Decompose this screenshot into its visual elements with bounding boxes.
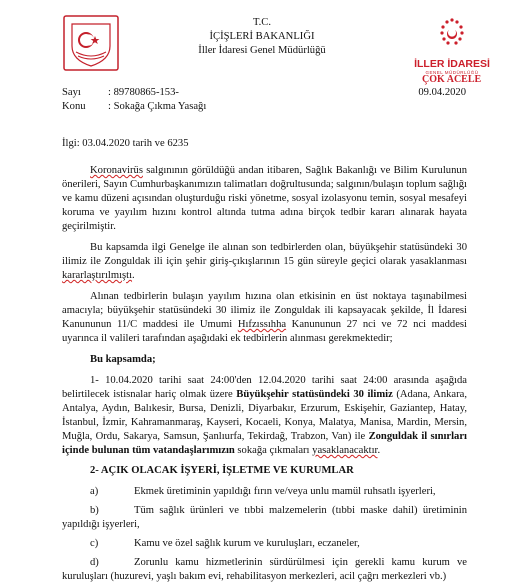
document-date: 09.04.2020 xyxy=(418,87,466,98)
list-item xyxy=(62,556,467,584)
paragraph-3-text-a: Alınan tedbirlerin bulaşın yayılım hızına olan etkisinin en üst noktaya taşınabilmesi amacıyla; büyükşehir statüsündeki 30 ilimiz ile Zonguldak ili kapsayacak şekilde, İl İdaresi Kanununun 11/C maddesi ile Umumi xyxy=(62,291,467,330)
list-item-key: c) xyxy=(90,538,99,549)
paragraph-3 xyxy=(62,290,467,346)
list-item-text: Kamu ve özel sağlık kurum ve kuruluşları, eczaneler, xyxy=(134,538,360,549)
paragraph-2-end: . xyxy=(132,270,135,281)
list-item xyxy=(90,485,467,499)
logo-subtitle: GENEL MÜDÜRLÜĞÜ xyxy=(425,70,479,75)
list-item xyxy=(90,537,467,551)
paragraph-4-end: . xyxy=(377,445,381,456)
sayi-label: Sayı xyxy=(62,87,81,98)
list-item-text: Ekmek üretiminin yapıldığı fırın ve/veya unlu mamül ruhsatlı işyerleri, xyxy=(134,486,436,497)
iller-idaresi-logo xyxy=(413,16,491,74)
list-item-text: Zorunlu kamu hizmetlerinin sürdürülmesi için gerekli kamu kurum ve kuruluşları (huzurevi, yaşlı bakım evi, rehabilitasyon merkezleri, acil çağrı merkezleri vb.) xyxy=(62,557,467,582)
list-item-key: a) xyxy=(90,486,99,497)
header-directorate: İller İdaresi Genel Müdürlüğü xyxy=(198,45,326,56)
paragraph-3-text-b: Kanununun 27 nci ve 72 nci maddesi uyarınca il valileri tarafından aşağıdaki ek tedbirlerin alınması gerekmektedir; xyxy=(62,319,467,344)
scope-heading: Bu kapsamda; xyxy=(90,354,156,365)
list-item xyxy=(62,504,467,532)
paragraph-4-bold-2: Zonguldak il sınırları içinde bulunan tüm vatandaşlarımızın xyxy=(62,431,467,456)
paragraph-4-bold-1: Büyükşehir statüsündeki 30 ilimiz xyxy=(236,389,393,400)
document-body xyxy=(62,164,467,584)
sayi-value: : 89780865-153- xyxy=(108,87,179,98)
paragraph-4-text-a: 1- 10.04.2020 tarihi saat 24:00'den 12.04.2020 tarihi saat 24:00 arasında aşağıda belirtilecek istisnalar hariç olmak üzere xyxy=(62,375,467,400)
list-item-key: b) xyxy=(90,505,99,516)
konu-label: Konu xyxy=(62,101,86,112)
urgency-label: ÇOK ACELE xyxy=(422,74,482,85)
meta-block xyxy=(62,86,466,114)
paragraph-1-keyword: Koronavirüs xyxy=(90,165,143,176)
paragraph-4 xyxy=(62,374,467,458)
paragraph-4-text-d: sokağa çıkmaları xyxy=(234,445,313,456)
ilgi-reference: İlgi: 03.04.2020 tarih ve 6235 xyxy=(62,138,189,149)
paragraph-2-keyword: kararlaştırılmıştı xyxy=(62,270,133,281)
paragraph-4-keyword: yasaklanacaktır xyxy=(312,445,378,456)
list-item-key: d) xyxy=(90,557,99,568)
list-item-d-paragraph xyxy=(62,556,467,584)
ministry-crest xyxy=(62,14,120,72)
logo-name: İLLER İDARESİ xyxy=(414,58,490,70)
paragraph-2-text: Bu kapsamda ilgi Genelge ile alınan son tedbirlerden olan, büyükşehir statüsündeki 30 ilimiz ile Zonguldak ili için şehir giriş-çıkışlarının 15 gün süreyle geçici olarak yasaklanması xyxy=(62,242,467,267)
konu-value: : Sokağa Çıkma Yasağı xyxy=(108,101,207,112)
header-tc: T.C. xyxy=(252,17,272,28)
item-list xyxy=(62,485,467,584)
list-item-text: Tüm sağlık ürünleri ve tıbbi malzemelerin (tıbbi maske dahil) üretiminin yapıldığı işyerleri, xyxy=(62,505,467,530)
paragraph-4-text-c: (Adana, Ankara, Antalya, Aydın, Balıkesir, Bursa, Denizli, Diyarbakır, Erzurum, Eskişehir, Gaziantep, Hatay, İstanbul, İzmir, Kahramanmaraş, Kayseri, Kocaeli, Konya, Malatya, Manisa, Mardin, Mersin, Muğla, Ordu, Sakarya, Samsun, Şanlıurfa, Tekirdağ, Trabzon, Van) ile xyxy=(62,389,467,442)
paragraph-1 xyxy=(62,164,467,234)
paragraph-3-keyword: Hıfzıssıhha xyxy=(237,319,287,330)
paragraph-2 xyxy=(62,241,467,283)
paragraph-1-text: salgınının görüldüğü andan itibaren, Sağlık Bakanlığı ve Bilim Kurulunun önerileri, Sayın Cumhurbaşkanımızın talimatları doğrultusunda; salgının/bulaşın toplum sağlığı ve kamu düzeni açısından oluşturduğu riski yönetme, sosyal izolasyonu temin, sosyal mesafeyi koruma ve yayılım hızını kontrol altında tutma adına birçok tedbir kararı alınarak hayata geçirilmiştir. xyxy=(62,165,467,232)
header-ministry: İÇİŞLERİ BAKANLIĞI xyxy=(209,31,315,42)
section-2-title: 2- AÇIK OLACAK İŞYERİ, İŞLETME VE KURUMLAR xyxy=(90,465,354,476)
list-item-b-paragraph xyxy=(62,504,467,532)
